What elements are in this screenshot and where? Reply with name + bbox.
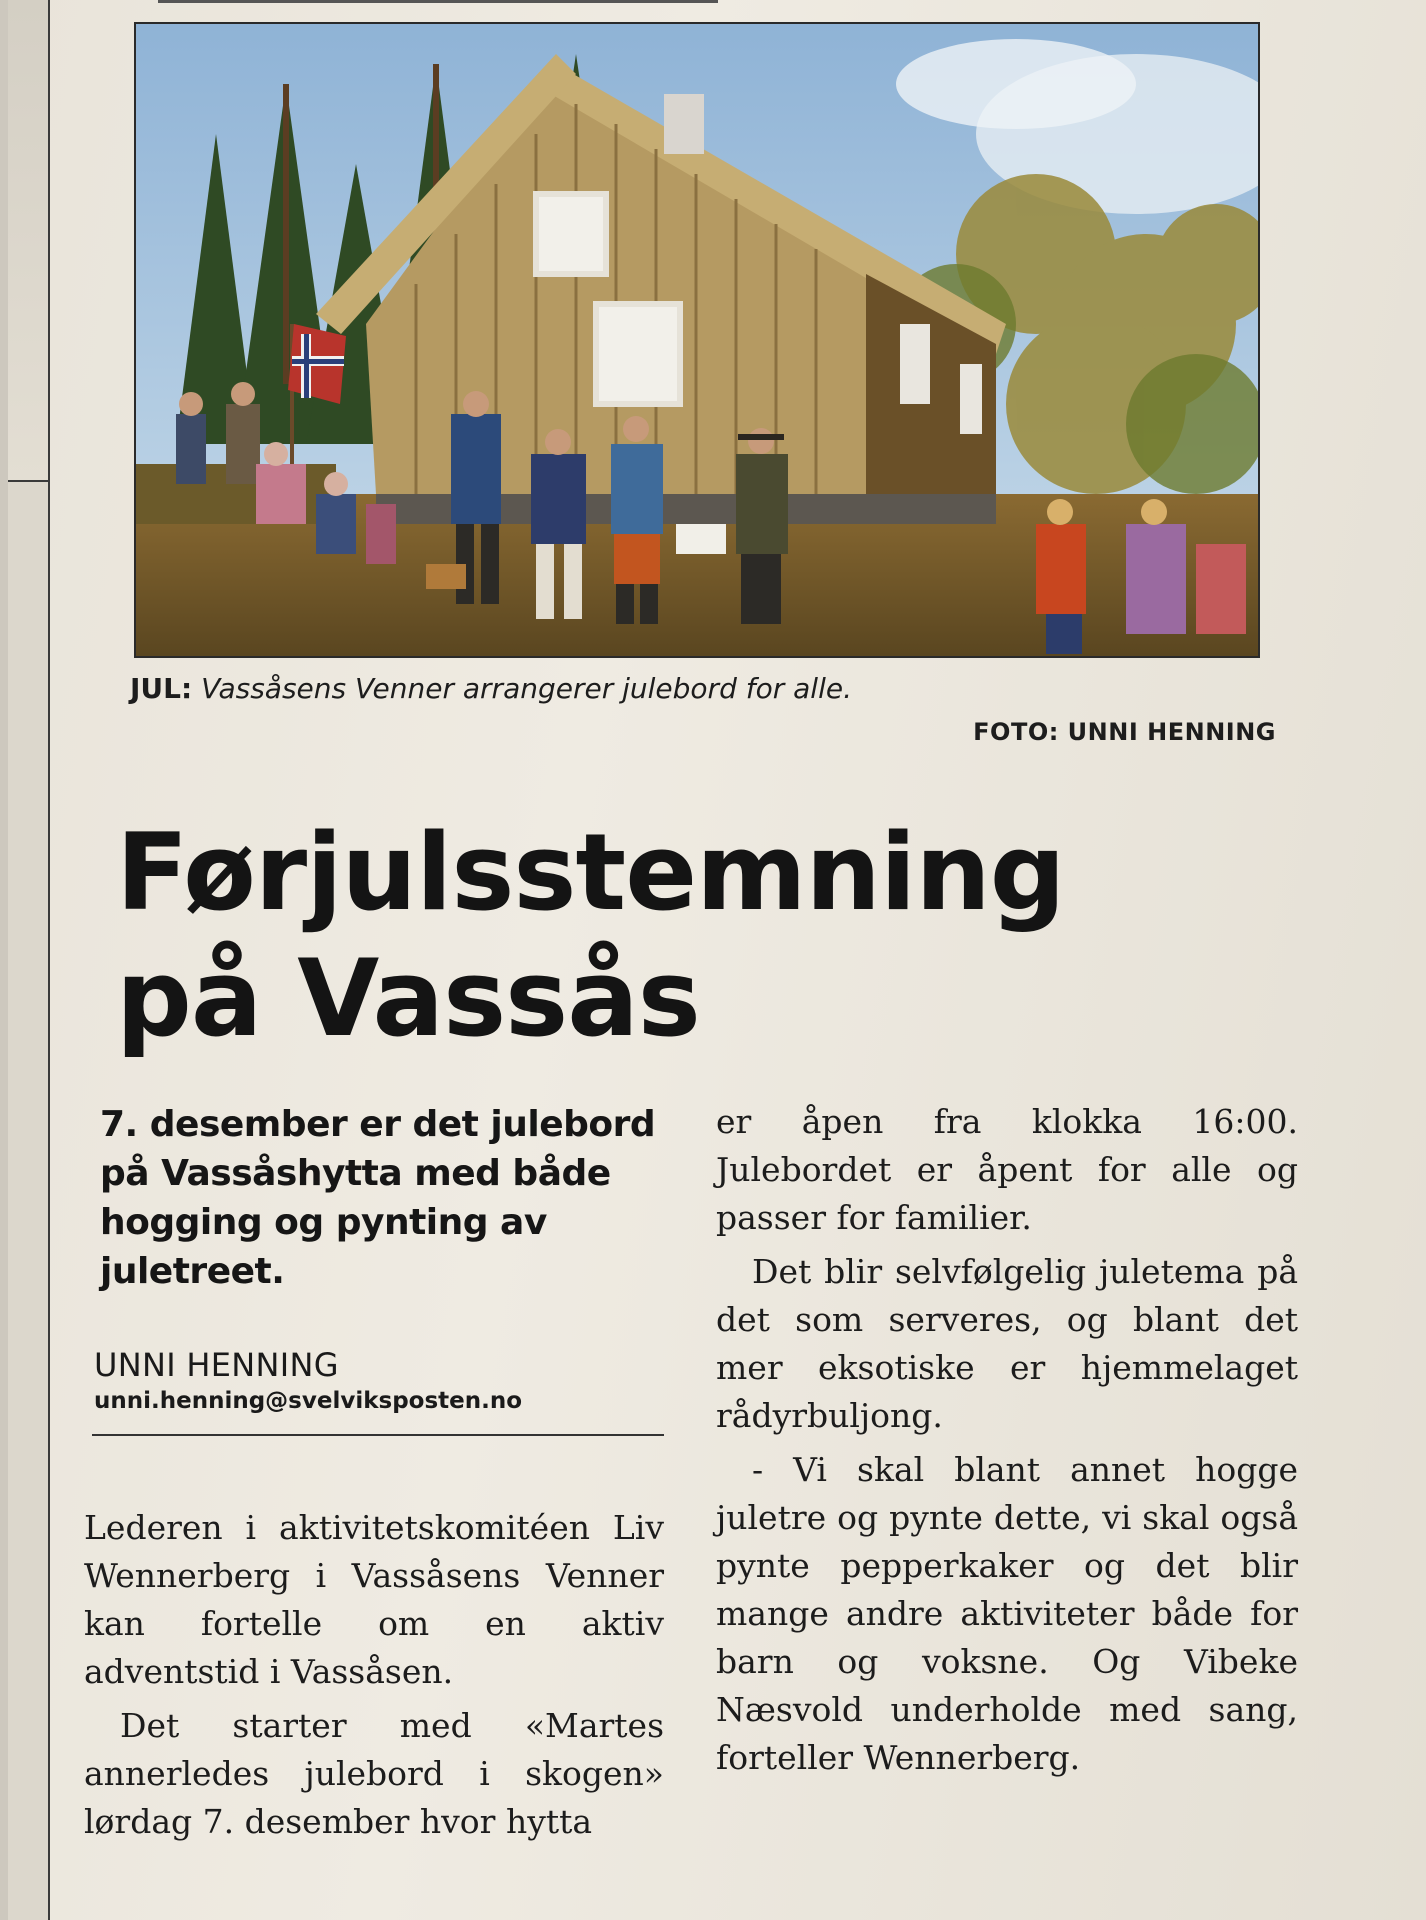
top-rule bbox=[158, 0, 718, 3]
article-photo bbox=[134, 22, 1260, 658]
article-lead: 7. desember er det julebord på Vassåshytta med både hogging og pynting av juletreet. bbox=[100, 1104, 656, 1292]
caption-text: Vassåsens Venner arrangerer julebord for alle. bbox=[201, 672, 852, 705]
byline-name: UNNI HENNING bbox=[94, 1346, 339, 1384]
body-paragraph: Det blir selvfølgelig juletema på det som serveres, og blant det mer eksotiske er hjemmelaget rådyrbuljong. bbox=[716, 1252, 1298, 1435]
adjacent-column-edge bbox=[8, 0, 50, 1920]
headline-line-1: Førjulsstemning bbox=[116, 811, 1065, 934]
article-headline bbox=[116, 810, 1296, 1062]
byline-email: unni.henning@svelviksposten.no bbox=[94, 1388, 523, 1414]
photo-credit: FOTO: UNNI HENNING bbox=[973, 718, 1276, 746]
byline bbox=[94, 1346, 664, 1414]
newspaper-page bbox=[8, 0, 1426, 1920]
body-column-left bbox=[84, 1504, 664, 1846]
cabin-photo-illustration bbox=[136, 24, 1258, 656]
body-paragraph: er åpen fra klokka 16:00. Julebordet er åpent for alle og passer for familier. bbox=[716, 1102, 1298, 1237]
adjacent-column-block bbox=[8, 0, 48, 482]
headline-line-2: på Vassås bbox=[116, 937, 700, 1060]
caption-keyword: JUL: bbox=[130, 672, 193, 705]
photo-caption bbox=[130, 672, 1260, 705]
body-paragraph: Lederen i aktivitetskomitéen Liv Wennerberg i Vassåsens Venner kan fortelle om en aktiv adventstid i Vassåsen. bbox=[84, 1508, 664, 1691]
body-column-right bbox=[716, 1098, 1298, 1782]
body-paragraph: - Vi skal blant annet hogge juletre og pynte dette, vi skal også pynte pepperkaker og det blir mange andre aktiviteter både for barn og voksne. Og Vibeke Næsvold underholde med sang, forteller Wennerberg. bbox=[716, 1450, 1298, 1777]
byline-divider bbox=[92, 1434, 664, 1436]
body-paragraph: Det starter med «Martes annerledes julebord i skogen» lørdag 7. desember hvor hytta bbox=[84, 1706, 664, 1841]
